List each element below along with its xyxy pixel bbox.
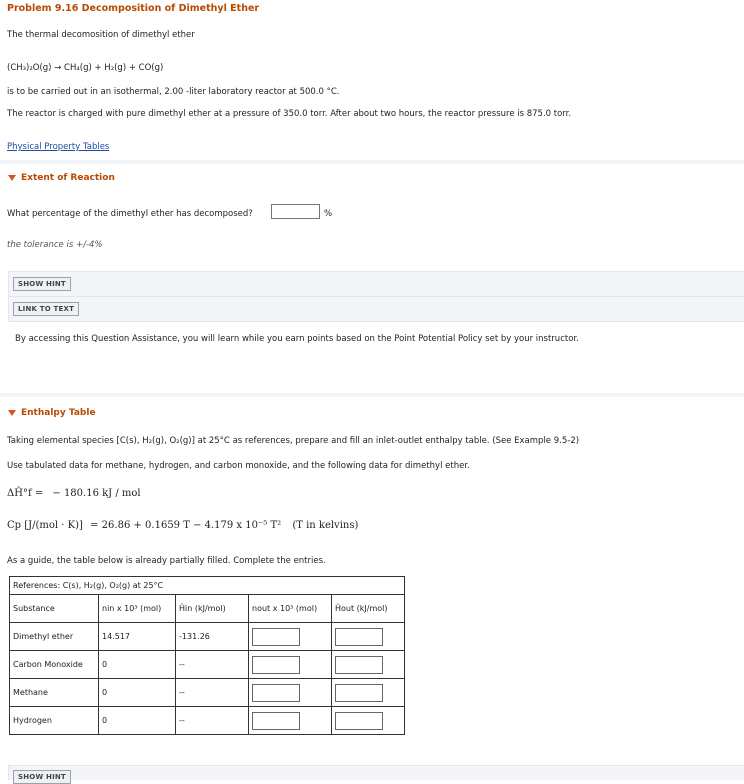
substance-cell: Dimethyl ether — [10, 623, 99, 651]
substance-cell: Carbon Monoxide — [10, 651, 99, 679]
table-guide: As a guide, the table below is already partially filled. Complete the entries. — [7, 556, 326, 566]
enthalpy-section-header[interactable] — [8, 408, 96, 418]
substance-cell: Hydrogen — [10, 707, 99, 735]
nin-cell: 0 — [99, 651, 176, 679]
tolerance-note: the tolerance is +/-4% — [7, 240, 103, 250]
enthalpy-table — [9, 576, 405, 735]
show-hint-button[interactable]: SHOW HINT — [13, 770, 71, 784]
percent-unit: % — [324, 209, 333, 219]
hin-cell: -- — [176, 707, 249, 735]
nout-input[interactable] — [252, 712, 300, 730]
cp-lhs: Cp [J/(mol · K)] — [7, 520, 83, 531]
nin-cell: 0 — [99, 679, 176, 707]
hin-cell: -131.26 — [176, 623, 249, 651]
physical-property-tables-link[interactable]: Physical Property Tables — [7, 142, 110, 152]
dhf-lhs: ΔĤ°f = — [7, 488, 44, 499]
data-note: Use tabulated data for methane, hydrogen, and carbon monoxide, and the following data for dimethyl ether. — [7, 461, 470, 471]
hout-input[interactable] — [335, 684, 383, 702]
extent-heading: Extent of Reaction — [21, 173, 115, 183]
heat-of-formation-equation — [7, 488, 141, 499]
cp-note: (T in kelvins) — [292, 520, 359, 531]
column-header: nout x 10³ (mol) — [249, 595, 332, 623]
column-header: Ĥout (kJ/mol) — [332, 595, 405, 623]
dhf-rhs: − 180.16 kJ / mol — [52, 488, 141, 499]
pressure-description: The reactor is charged with pure dimethyl ether at a pressure of 350.0 torr. After about two hours, the reactor pressure is 875.0 torr. — [7, 109, 572, 119]
hin-cell: -- — [176, 679, 249, 707]
table-row — [10, 679, 405, 707]
references-row — [10, 577, 405, 595]
nout-input[interactable] — [252, 628, 300, 646]
section-divider — [0, 160, 744, 164]
link-to-text-button[interactable]: LINK TO TEXT — [13, 302, 79, 316]
percentage-input[interactable] — [271, 204, 320, 219]
column-header: Ĥin (kJ/mol) — [176, 595, 249, 623]
hint-bar — [8, 271, 744, 297]
substance-cell: Methane — [10, 679, 99, 707]
extent-section-header[interactable] — [8, 173, 115, 183]
hin-cell: -- — [176, 651, 249, 679]
reaction-equation: (CH₃)₂O(g) → CH₄(g) + H₂(g) + CO(g) — [7, 63, 164, 73]
column-header: Substance — [10, 595, 99, 623]
column-header: nin x 10³ (mol) — [99, 595, 176, 623]
hint-bar — [8, 765, 744, 780]
heat-capacity-equation — [7, 520, 358, 531]
collapse-triangle-icon — [8, 410, 16, 416]
show-hint-button[interactable]: SHOW HINT — [13, 277, 71, 291]
collapse-triangle-icon — [8, 175, 16, 181]
table-row — [10, 651, 405, 679]
hout-input[interactable] — [335, 656, 383, 674]
link-bar — [8, 296, 744, 322]
enthalpy-heading: Enthalpy Table — [21, 408, 96, 418]
extent-question: What percentage of the dimethyl ether has decomposed? — [7, 209, 253, 219]
hout-input[interactable] — [335, 712, 383, 730]
table-row — [10, 707, 405, 735]
problem-title: Problem 9.16 Decomposition of Dimethyl Ether — [7, 3, 260, 14]
references-cell: References: C(s), H₂(g), O₂(g) at 25°C — [10, 577, 405, 595]
nout-input[interactable] — [252, 656, 300, 674]
section-divider — [0, 393, 744, 397]
cp-rhs: = 26.86 + 0.1659 T − 4.179 x 10⁻⁵ T² — [90, 520, 282, 531]
nin-cell: 14.517 — [99, 623, 176, 651]
nout-input[interactable] — [252, 684, 300, 702]
enthalpy-instructions: Taking elemental species [C(s), H₂(g), O₂(g)] at 25°C as references, prepare and fill an inlet-outlet enthalpy table. (See Example 9.5-2) — [7, 436, 580, 446]
intro-text: The thermal decomosition of dimethyl ether — [7, 30, 195, 40]
table-row — [10, 623, 405, 651]
table-header-row — [10, 595, 405, 623]
reactor-description: is to be carried out in an isothermal, 2.00 -liter laboratory reactor at 500.0 °C. — [7, 87, 340, 97]
nin-cell: 0 — [99, 707, 176, 735]
hout-input[interactable] — [335, 628, 383, 646]
assistance-notice: By accessing this Question Assistance, you will learn while you earn points based on the Point Potential Policy set by your instructor. — [15, 334, 579, 344]
